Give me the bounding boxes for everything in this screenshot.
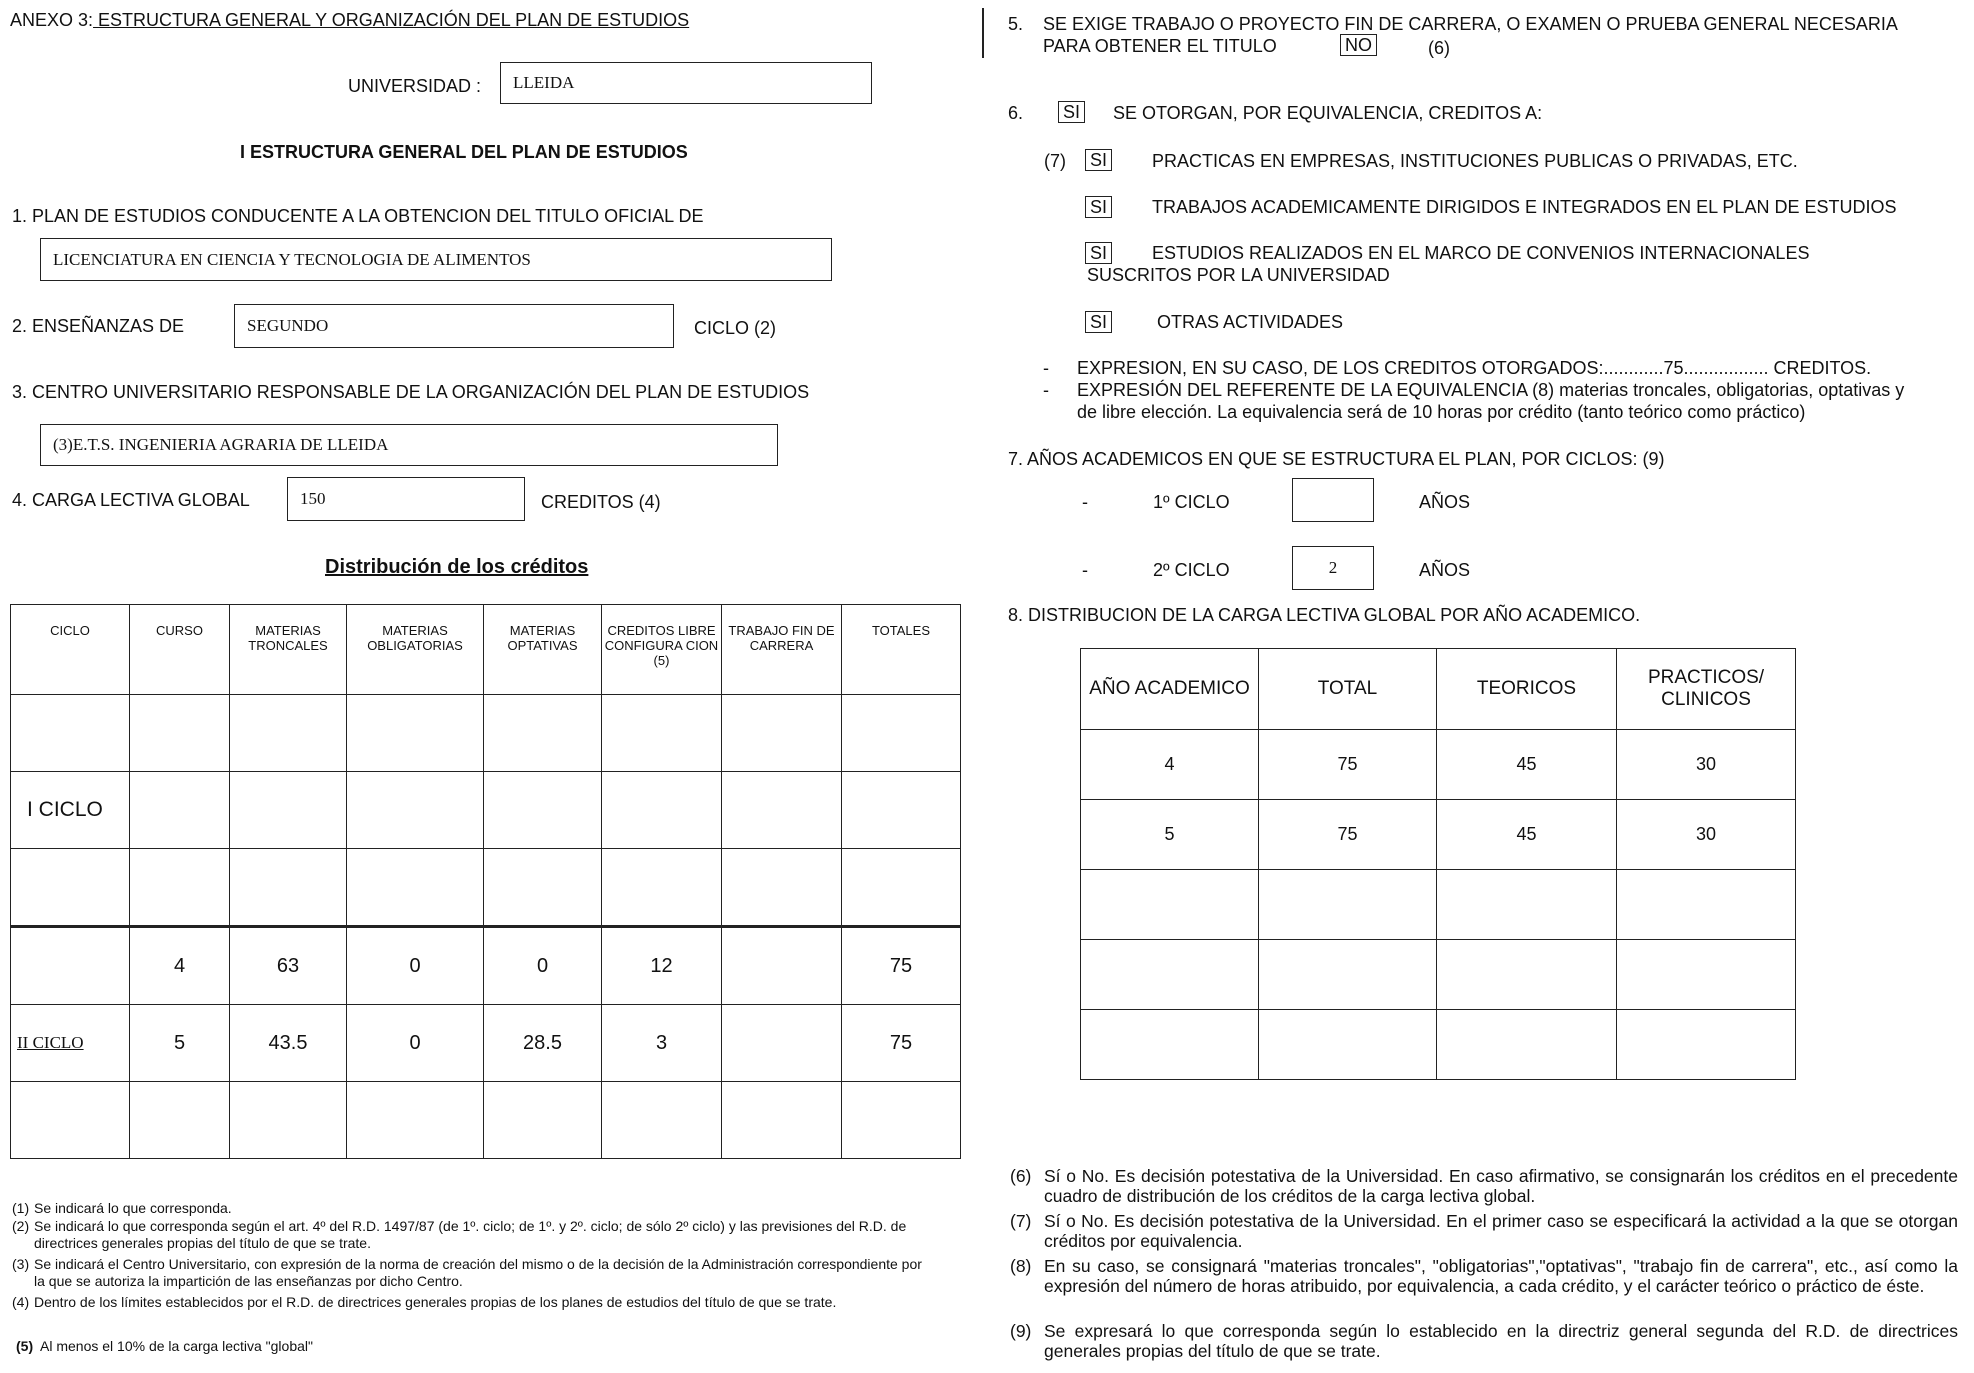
item2-cycle-field: SEGUNDO (234, 304, 674, 348)
option-answer-box: SI (1085, 311, 1112, 333)
option-text-continued: SUSCRITOS POR LA UNIVERSIDAD (1087, 265, 1390, 285)
item2-suffix: CICLO (2) (694, 318, 777, 338)
footnote-number: (7) (1010, 1211, 1032, 1231)
option-answer (1085, 311, 1112, 333)
table-cell (1437, 1010, 1617, 1080)
option-answer (1085, 242, 1112, 264)
item6-note7: (7) (1044, 151, 1066, 171)
table-cell (11, 927, 130, 1005)
footnote (16, 1338, 940, 1355)
footnote (1010, 1321, 1958, 1361)
footnote-text: Se expresará lo que corresponda según lo establecido en la directriz general segunda del R.D. de directrices generales propias del título de que se trate. (1044, 1321, 1958, 1361)
table-cell (1081, 940, 1259, 1010)
table-cell (130, 849, 230, 927)
table-cell (484, 1082, 602, 1159)
cycle1-unit: AÑOS (1419, 492, 1471, 512)
item6-answer-box: SI (1058, 101, 1085, 123)
column-divider (982, 8, 984, 58)
item3-label: 3. CENTRO UNIVERSITARIO RESPONSABLE DE LA ORGANIZACIÓN DEL PLAN DE ESTUDIOS (12, 382, 810, 402)
table-cell: 28.5 (484, 1005, 602, 1082)
footnote (12, 1200, 934, 1217)
footnote-number: (2) (12, 1218, 30, 1234)
equivalence-line1: EXPRESIÓN DEL REFERENTE DE LA EQUIVALENCIA (8) materias troncales, obligatorias, optativas y (1077, 380, 1905, 400)
table-cell (230, 1082, 347, 1159)
option-text: ESTUDIOS REALIZADOS EN EL MARCO DE CONVENIOS INTERNACIONALES (1152, 243, 1810, 263)
table-cell (1259, 1010, 1437, 1080)
table-cell (722, 772, 842, 849)
table-cell (722, 849, 842, 927)
item8-label: 8. DISTRIBUCION DE LA CARGA LECTIVA GLOBAL POR AÑO ACADEMICO. (1008, 605, 1641, 625)
table-row (1081, 940, 1796, 1010)
footnote (12, 1294, 934, 1311)
table-cell (230, 695, 347, 772)
column-header: AÑO ACADEMICO (1081, 649, 1259, 730)
footnote (1010, 1211, 1958, 1251)
column-header: TEORICOS (1437, 649, 1617, 730)
distribution-title: Distribución de los créditos (325, 556, 589, 578)
table-cell (347, 849, 484, 927)
table-cell (1081, 870, 1259, 940)
table-row (11, 1082, 961, 1159)
table-row (11, 772, 961, 849)
table-cell (130, 1082, 230, 1159)
option-answer (1085, 196, 1112, 218)
footnote-number: (8) (1010, 1256, 1032, 1276)
footnote-text: Al menos el 10% de la carga lectiva "global" (40, 1338, 313, 1354)
item6-answer (1058, 101, 1085, 123)
table-cell (1437, 870, 1617, 940)
item5-line2: PARA OBTENER EL TITULO (1043, 36, 1277, 56)
footnote (1010, 1256, 1958, 1296)
equivalence-line2: de libre elección. La equivalencia será de 10 horas por crédito (tanto teórico como práctico) (1077, 402, 1806, 422)
table-cell (842, 849, 961, 927)
table-cell: 3 (602, 1005, 722, 1082)
annex-title: ESTRUCTURA GENERAL Y ORGANIZACIÓN DEL PLAN DE ESTUDIOS (93, 10, 690, 30)
table-row (1081, 800, 1796, 870)
table-cell (842, 772, 961, 849)
table-header-row (1081, 649, 1796, 730)
table-cell (130, 772, 230, 849)
column-header: CREDITOS LIBRE CONFIGURA CION (5) (602, 605, 722, 695)
footnote-text: Se indicará lo que corresponda. (34, 1200, 232, 1216)
table-row (11, 695, 961, 772)
column-header: MATERIAS TRONCALES (230, 605, 347, 695)
credits-granted-line: EXPRESION, EN SU CASO, DE LOS CREDITOS OTORGADOS:............75................. CREDITOS. (1077, 358, 1872, 378)
table-cell (1437, 940, 1617, 1010)
option-text: TRABAJOS ACADEMICAMENTE DIRIGIDOS E INTEGRADOS EN EL PLAN DE ESTUDIOS (1152, 197, 1897, 217)
table-cell (230, 772, 347, 849)
table-cell (11, 695, 130, 772)
item5-number: 5. (1008, 14, 1024, 34)
column-header: MATERIAS OPTATIVAS (484, 605, 602, 695)
annex-heading (10, 10, 689, 31)
university-field: LLEIDA (500, 62, 872, 104)
item4-credits-field: 150 (287, 477, 525, 521)
table-header-row (11, 605, 961, 695)
column-header: TOTALES (842, 605, 961, 695)
footnote-number: (9) (1010, 1321, 1032, 1341)
table-cell: 75 (1259, 800, 1437, 870)
table-row (1081, 730, 1796, 800)
table-cell: 5 (1081, 800, 1259, 870)
table-cell (347, 772, 484, 849)
table-cell: 43.5 (230, 1005, 347, 1082)
table-row (1081, 1010, 1796, 1080)
item5-answer (1340, 34, 1377, 56)
university-label: UNIVERSIDAD : (348, 76, 482, 96)
table-cell (602, 772, 722, 849)
table-cell: I CICLO (11, 772, 130, 849)
academic-year-table (1080, 648, 1796, 1080)
table-cell: 0 (347, 1005, 484, 1082)
table-cell: 4 (1081, 730, 1259, 800)
table-cell (130, 695, 230, 772)
table-cell: 5 (130, 1005, 230, 1082)
table-cell (11, 1082, 130, 1159)
table-row (11, 849, 961, 927)
footnote-text: Dentro de los límites establecidos por el R.D. de directrices generales propias de los planes de estudios del título de que se trate. (34, 1294, 837, 1310)
footnote-number: (4) (12, 1294, 30, 1310)
column-header: CICLO (11, 605, 130, 695)
item3-center-field: (3)E.T.S. INGENIERIA AGRARIA DE LLEIDA (40, 424, 778, 466)
footnote-number: (1) (12, 1200, 30, 1216)
cycle1-label: 1º CICLO (1153, 492, 1230, 512)
table-cell (230, 849, 347, 927)
table-cell (722, 927, 842, 1005)
table-cell: 45 (1437, 800, 1617, 870)
table-row (11, 927, 961, 1005)
table-cell: 0 (484, 927, 602, 1005)
table-cell: 63 (230, 927, 347, 1005)
footnote-number: (5) (16, 1338, 34, 1354)
table-cell (11, 849, 130, 927)
table-cell: 30 (1617, 730, 1796, 800)
footnote-number: (3) (12, 1256, 30, 1272)
option-text: PRACTICAS EN EMPRESAS, INSTITUCIONES PUBLICAS O PRIVADAS, ETC. (1152, 151, 1798, 171)
cycle2-unit: AÑOS (1419, 560, 1471, 580)
footnote (12, 1218, 934, 1252)
table-cell: 75 (842, 1005, 961, 1082)
footnote-number: (6) (1010, 1166, 1032, 1186)
item1-title-field: LICENCIATURA EN CIENCIA Y TECNOLOGIA DE ALIMENTOS (40, 238, 832, 281)
footnote-text: Sí o No. Es decisión potestativa de la Universidad. En el primer caso se especificará la actividad a la que se otorgan créditos por equivalencia. (1044, 1211, 1958, 1251)
item2-label: 2. ENSEÑANZAS DE (12, 316, 185, 336)
table-cell (722, 695, 842, 772)
table-cell: II CICLO (11, 1005, 130, 1082)
table-cell (602, 1082, 722, 1159)
column-header: TOTAL (1259, 649, 1437, 730)
item5-note: (6) (1428, 38, 1450, 58)
column-header: TRABAJO FIN DE CARRERA (722, 605, 842, 695)
table-cell (484, 695, 602, 772)
table-cell: 0 (347, 927, 484, 1005)
table-cell (1259, 940, 1437, 1010)
item4-suffix: CREDITOS (4) (541, 492, 661, 512)
table-cell: 4 (130, 927, 230, 1005)
item6-label: SE OTORGAN, POR EQUIVALENCIA, CREDITOS A: (1113, 103, 1543, 123)
table-row (11, 1005, 961, 1082)
table-row (1081, 870, 1796, 940)
table-cell: 12 (602, 927, 722, 1005)
cycle2-label: 2º CICLO (1153, 560, 1230, 580)
annex-prefix: ANEXO 3: (10, 10, 94, 30)
table-cell (842, 695, 961, 772)
option-answer-box: SI (1085, 242, 1112, 264)
table-cell (1617, 1010, 1796, 1080)
footnote-text: Se indicará lo que corresponda según el art. 4º del R.D. 1497/87 (de 1º. ciclo; de 1º. y 2º. ciclo; de sólo 2º ciclo) y las previsiones del R.D. de directrices generales propias del título de que se trate. (34, 1218, 907, 1251)
table-cell (1617, 940, 1796, 1010)
option-answer-box: SI (1085, 149, 1112, 171)
table-cell (347, 695, 484, 772)
table-cell: 30 (1617, 800, 1796, 870)
item5-line1: SE EXIGE TRABAJO O PROYECTO FIN DE CARRERA, O EXAMEN O PRUEBA GENERAL NECESARIA (1043, 14, 1898, 34)
item1-label: 1. PLAN DE ESTUDIOS CONDUCENTE A LA OBTENCION DEL TITULO OFICIAL DE (12, 206, 704, 226)
table-cell: 75 (842, 927, 961, 1005)
option-text: OTRAS ACTIVIDADES (1157, 312, 1344, 332)
table-cell (602, 695, 722, 772)
item4-label: 4. CARGA LECTIVA GLOBAL (12, 490, 250, 510)
footnote-text: Sí o No. Es decisión potestativa de la Universidad. En caso afirmativo, se consignarán los créditos en el precedente cuadro de distribución de los créditos de la carga lectiva global. (1044, 1166, 1958, 1206)
section-title: I ESTRUCTURA GENERAL DEL PLAN DE ESTUDIOS (240, 142, 688, 162)
table-cell (1081, 1010, 1259, 1080)
table-cell (1617, 870, 1796, 940)
table-cell (722, 1005, 842, 1082)
table-cell (484, 772, 602, 849)
cycle1-years-field (1292, 478, 1374, 522)
footnote-text: Se indicará el Centro Universitario, con expresión de la norma de creación del mismo o de la decisión de la Administración correspondiente por la que se autoriza la impartición de las enseñanzas por dicho Centro. (34, 1256, 922, 1289)
option-answer-box: SI (1085, 196, 1112, 218)
footnote (1010, 1166, 1958, 1206)
item7-label: 7. AÑOS ACADEMICOS EN QUE SE ESTRUCTURA EL PLAN, POR CICLOS: (9) (1008, 449, 1665, 469)
cycle2-years-field: 2 (1292, 546, 1374, 590)
table-cell (722, 1082, 842, 1159)
column-header: MATERIAS OBLIGATORIAS (347, 605, 484, 695)
table-cell (347, 1082, 484, 1159)
table-cell (1259, 870, 1437, 940)
item6-number: 6. (1008, 103, 1024, 123)
table-cell (842, 1082, 961, 1159)
column-header: PRACTICOS/ CLINICOS (1617, 649, 1796, 730)
credits-distribution-table (10, 604, 961, 1159)
footnote-text: En su caso, se consignará "materias troncales", "obligatorias","optativas", "trabajo fin de carrera", etc., así como la expresión del número de horas atribuido, por equivalencia, a cada crédito, y el carácter teórico o práctico de éste. (1044, 1256, 1958, 1296)
item5-answer-box: NO (1340, 34, 1377, 56)
table-cell: 75 (1259, 730, 1437, 800)
column-header: CURSO (130, 605, 230, 695)
option-answer (1085, 149, 1112, 171)
table-cell (484, 849, 602, 927)
table-cell (602, 849, 722, 927)
footnote (12, 1256, 934, 1290)
table-cell: 45 (1437, 730, 1617, 800)
